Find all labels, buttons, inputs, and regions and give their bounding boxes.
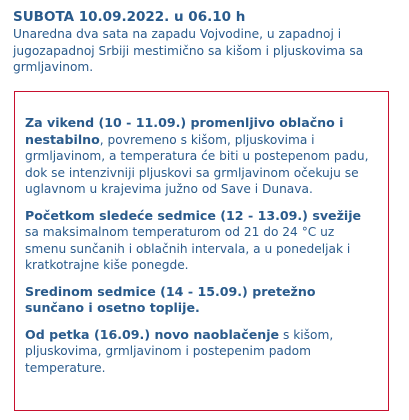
forecast-paragraph-weekend [25, 115, 378, 198]
extended-forecast-box [14, 91, 389, 411]
forecast-paragraph-friday [25, 327, 378, 377]
forecast-text: sa maksimalnom temperaturom od 21 do 24 °C uz smenu sunčanih i oblačnih intervala, a u ponedeljak i kratkotrajne kiše ponegde. [25, 225, 351, 272]
forecast-text: , povremeno s kišom, pljuskovima i grmljavinom, a temperatura će biti u postepenom padu, dok se intenzivniji pljuskovi sa grmljavinom očekuju se uglavnom u krajevima južno od Save i Dunava. [25, 132, 369, 196]
forecast-text: s kišom, pljuskovima, grmljavinom i postepenim padom temperature. [25, 327, 334, 375]
forecast-paragraph-mid-week [25, 284, 378, 317]
short-term-warning: Unaredna dva sata na zapadu Vojvodine, u zapadnoj i jugozapadnoj Srbiji mestimično sa kišom i pljuskovima sa grmljavinom. [13, 27, 364, 74]
forecast-lead: Od petka (16.09.) novo naoblačenje [25, 326, 280, 342]
forecast-paragraph-early-week [25, 208, 378, 274]
forecast-date-title: SUBOTA 10.09.2022. u 06.10 h [13, 9, 246, 25]
forecast-lead: Sredinom sedmice (14 - 15.09.) pretežno sunčano i osetno toplije. [25, 283, 316, 315]
forecast-header [13, 8, 399, 76]
forecast-lead: Početkom sledeće sedmice (12 - 13.09.) svežije [25, 207, 362, 223]
forecast-lead: Za vikend (10 - 11.09.) promenljivo oblačno i nestabilno [25, 115, 344, 147]
